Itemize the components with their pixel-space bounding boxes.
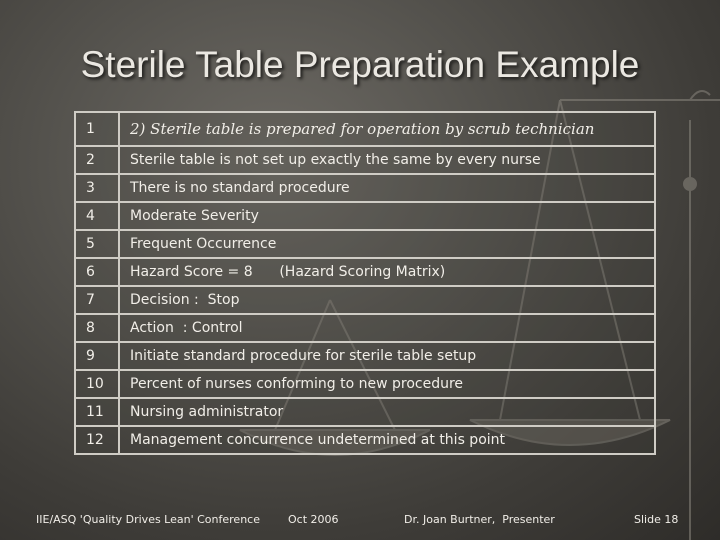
- row-number: 5: [75, 230, 119, 258]
- row-number: 11: [75, 398, 119, 426]
- table-row: [75, 314, 655, 342]
- row-number: 10: [75, 370, 119, 398]
- row-number: 9: [75, 342, 119, 370]
- slide-title: Sterile Table Preparation Example: [80, 44, 640, 85]
- row-number: 4: [75, 202, 119, 230]
- row-text: Action : Control: [119, 314, 655, 342]
- footer-conference: IIE/ASQ 'Quality Drives Lean' Conference: [36, 513, 260, 526]
- row-text: There is no standard procedure: [119, 174, 655, 202]
- row-text: Hazard Score = 8 (Hazard Scoring Matrix): [119, 258, 655, 286]
- row-text: Sterile table is not set up exactly the same by every nurse: [119, 146, 655, 174]
- row-text: Moderate Severity: [119, 202, 655, 230]
- row-text: Frequent Occurrence: [119, 230, 655, 258]
- hazard-analysis-table: [74, 111, 656, 455]
- row-text: Nursing administrator: [119, 398, 655, 426]
- row-text: Management concurrence undetermined at this point: [119, 426, 655, 454]
- table-row: [75, 426, 655, 454]
- table-row: [75, 286, 655, 314]
- row-number: 3: [75, 174, 119, 202]
- footer-slide-number: Slide 18: [634, 513, 679, 526]
- footer-date: Oct 2006: [288, 513, 339, 526]
- row-number: 7: [75, 286, 119, 314]
- table-row: [75, 342, 655, 370]
- table-row: [75, 230, 655, 258]
- row-text: Percent of nurses conforming to new procedure: [119, 370, 655, 398]
- table-row: [75, 174, 655, 202]
- row-text: Initiate standard procedure for sterile table setup: [119, 342, 655, 370]
- row-number: 12: [75, 426, 119, 454]
- table-row: [75, 370, 655, 398]
- footer-presenter: Dr. Joan Burtner, Presenter: [404, 513, 555, 526]
- row-number: 2: [75, 146, 119, 174]
- row-number: 8: [75, 314, 119, 342]
- row-text: Decision : Stop: [119, 286, 655, 314]
- table-row: [75, 146, 655, 174]
- table-row: [75, 112, 655, 146]
- row-number: 1: [75, 112, 119, 146]
- table-row: [75, 398, 655, 426]
- table-row: [75, 258, 655, 286]
- table-row: [75, 202, 655, 230]
- row-number: 6: [75, 258, 119, 286]
- row-text: 2) Sterile table is prepared for operation by scrub technician: [119, 112, 655, 146]
